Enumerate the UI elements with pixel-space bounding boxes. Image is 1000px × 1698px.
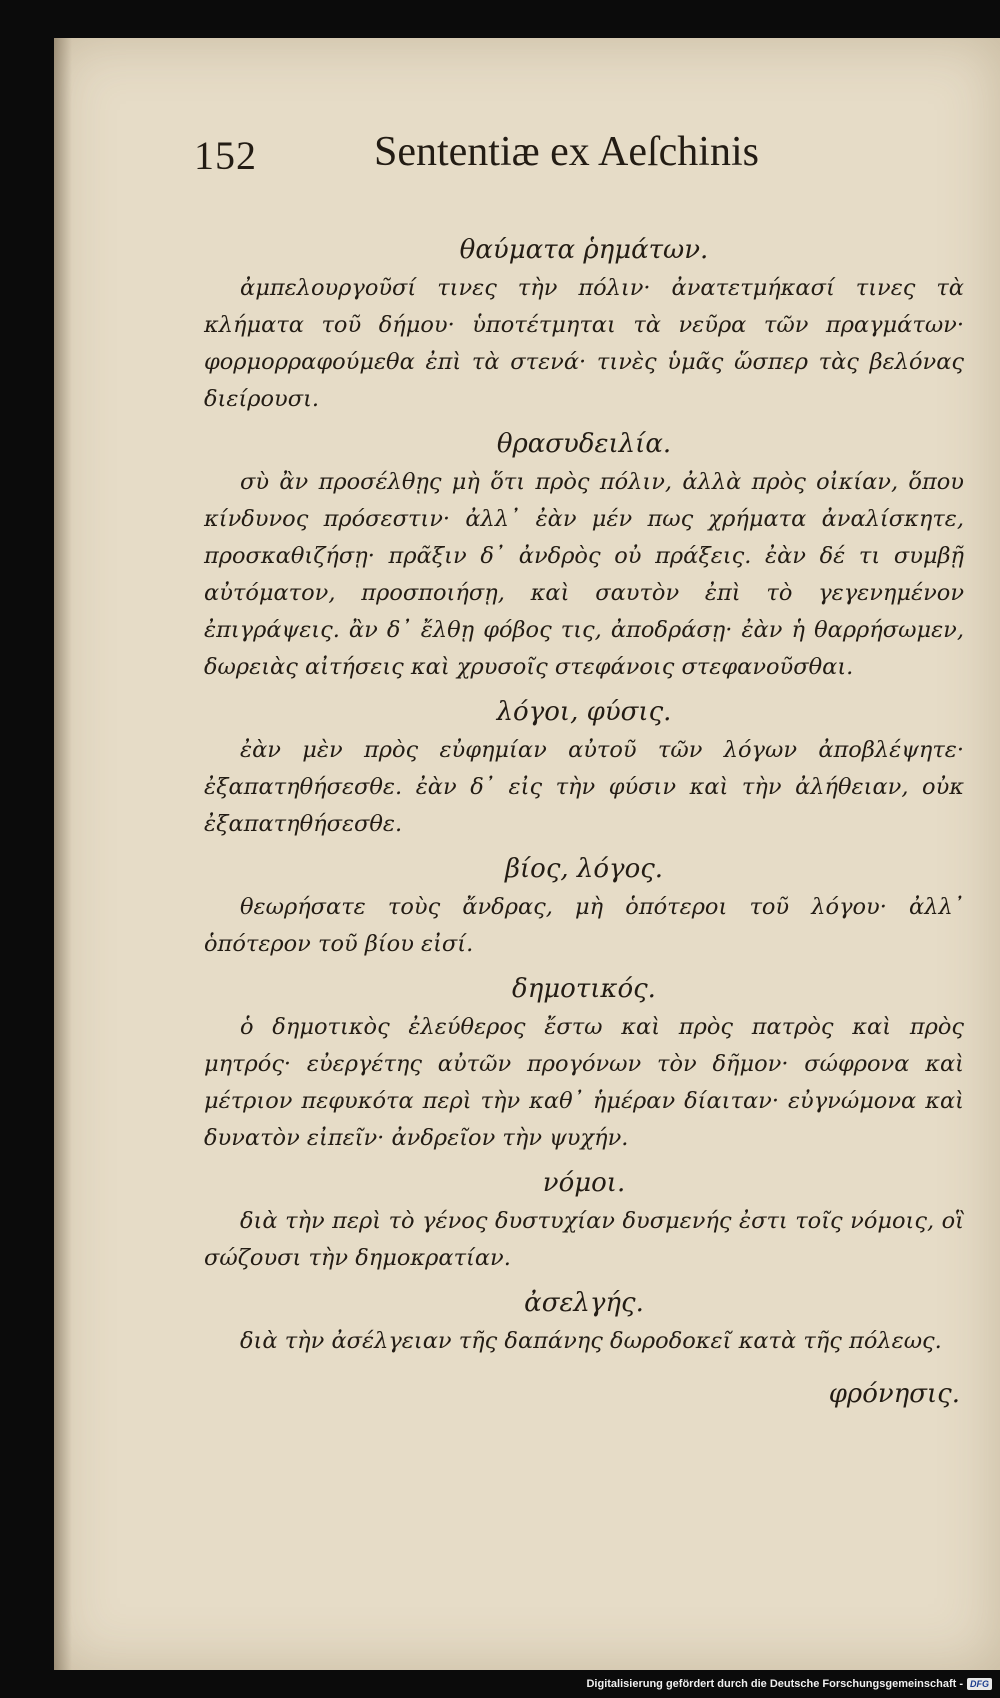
section-text: ἀμπελουργοῦσί τινες τὴν πόλιν· ἀνατετμήκασί τινες τὰ κλήματα τοῦ δήμου· ὑποτέτμηται τὰ νεῦρα τῶν πραγμάτων· φορμορραφούμεθα ἐπὶ τὰ στενά· τινὲς ὑμᾶς ὥσπερ τὰς βελόνας διείρουσι. bbox=[204, 275, 964, 412]
section-heading: θαύματα ῥημάτων. bbox=[459, 235, 709, 265]
section bbox=[204, 1283, 964, 1360]
section-text: διὰ τὴν ἀσέλγειαν τῆς δαπάνης δωροδοκεῖ κατὰ τῆς πόλεως. bbox=[240, 1328, 942, 1354]
catchword-heading: φρόνησις. bbox=[828, 1379, 960, 1409]
section bbox=[204, 969, 964, 1157]
section-heading: θρασυδειλία. bbox=[496, 429, 672, 459]
section-text: ὁ δημοτικὸς ἐλεύθερος ἔστω καὶ πρὸς πατρὸς καὶ πρὸς μητρός· εὐεργέτης αὐτῶν προγόνων τὸν δῆμον· σώφρονα καὶ μέτριον πεφυκότα περὶ τὴν καθ᾽ ἡμέραν δίαιταν· εὐγνώμονα καὶ δυνατὸν εἰπεῖν· ἀνδρεῖον τὴν ψυχήν. bbox=[204, 1014, 964, 1151]
section-text: διὰ τὴν περὶ τὸ γένος δυστυχίαν δυσμενής ἐστι τοῖς νόμοις, οἳ σώζουσι τὴν δημοκρατίαν. bbox=[204, 1208, 964, 1271]
section-text: σὺ ἂν προσέλθῃς μὴ ὅτι πρὸς πόλιν, ἀλλὰ πρὸς οἰκίαν, ὅπου κίνδυνος πρόσεστιν· ἀλλ᾽ ἐὰν μέν πως χρήματα ἀναλίσκητε, προσκαθιζήσῃ· πρᾶξιν δ᾽ ἀνδρὸς οὐ πράξεις. ἐὰν δέ τι συμβῇ αὐτόματον, προσποιήσῃ, καὶ σαυτὸν ἐπὶ τὸ γεγενημένον ἐπιγράψεις. ἂν δ᾽ ἔλθῃ φόβος τις, ἀποδράσῃ· ἐὰν ἡ θαρρήσωμεν, δωρειὰς αἰτήσεις καὶ χρυσοῖς στεφάνοις στεφανοῦσθαι. bbox=[204, 469, 964, 680]
section bbox=[204, 230, 964, 418]
section-text: ἐὰν μὲν πρὸς εὐφημίαν αὐτοῦ τῶν λόγων ἀποβλέψητε· ἐξαπατηθήσεσθε. ἐὰν δ᾽ εἰς τὴν φύσιν καὶ τὴν ἀλήθειαν, οὐκ ἐξαπατηθήσεσθε. bbox=[204, 737, 964, 837]
section-heading: βίος, λόγος. bbox=[504, 854, 664, 884]
section-heading: νόμοι. bbox=[542, 1168, 626, 1198]
section bbox=[204, 1163, 964, 1277]
section-text: θεωρήσατε τοὺς ἄνδρας, μὴ ὁπότεροι τοῦ λόγου· ἀλλ᾽ ὁπότερον τοῦ βίου εἰσί. bbox=[204, 894, 964, 957]
page-number: 152 bbox=[194, 133, 257, 178]
book-page bbox=[54, 38, 1000, 1670]
digitization-credit bbox=[586, 1678, 992, 1690]
page-body bbox=[204, 226, 964, 1414]
section-heading: δημοτικός. bbox=[512, 974, 656, 1004]
running-title: Sententiæ ex Aeſchinis bbox=[374, 129, 759, 175]
section bbox=[204, 692, 964, 843]
section bbox=[204, 849, 964, 963]
credit-text: Digitalisierung gefördert durch die Deutsche Forschungsgemeinschaft - bbox=[586, 1678, 963, 1690]
section-heading: ἀσελγής. bbox=[524, 1288, 644, 1318]
section-heading: λόγοι, φύσις. bbox=[496, 697, 672, 727]
section bbox=[204, 424, 964, 686]
dfg-logo: DFG bbox=[967, 1678, 992, 1690]
running-head bbox=[54, 128, 1000, 188]
